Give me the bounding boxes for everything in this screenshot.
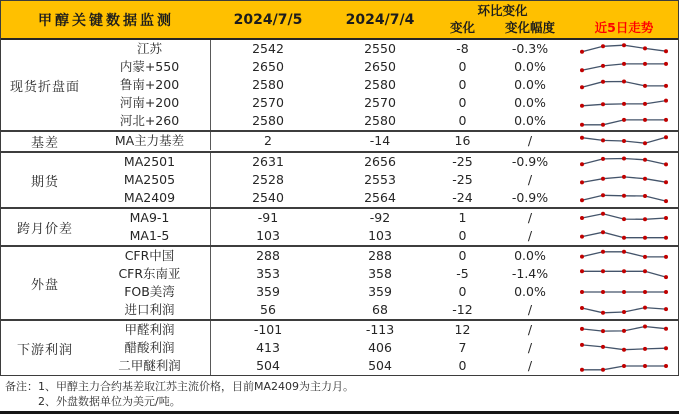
row-group [1, 247, 678, 321]
sparkline-chart [575, 265, 673, 283]
footnote-line-2: 2、外盘数据单位为美元/吨。 [38, 395, 181, 408]
change-percent: -1.4% [511, 266, 549, 281]
table-title: 甲醇关键数据监测 [38, 12, 174, 29]
value-previous: 2553 [364, 172, 396, 187]
sparkline-chart [575, 301, 673, 319]
table-row [89, 265, 678, 283]
sparkline-chart [575, 339, 673, 357]
change-percent: 0.0% [514, 95, 546, 110]
value-current: -91 [257, 210, 279, 225]
item-label: 河北+260 [89, 112, 211, 130]
value-current: 2542 [252, 41, 284, 56]
table-row [89, 112, 678, 130]
row-group [1, 153, 678, 209]
change-value: 1 [458, 210, 467, 225]
item-label: MA主力基差 [89, 132, 211, 150]
row-group [1, 40, 678, 132]
value-previous: 358 [368, 266, 392, 281]
table-row [89, 321, 678, 339]
change-value: 0 [458, 95, 467, 110]
change-value: -8 [456, 41, 469, 56]
col-header-mom-row [435, 1, 678, 19]
category-label: 下游利润 [16, 342, 73, 358]
sparkline-chart [575, 171, 673, 189]
table-row [89, 171, 678, 189]
item-label: MA2501 [89, 153, 211, 171]
value-previous: 2580 [364, 77, 396, 92]
value-current: 2528 [252, 172, 284, 187]
category-label: 基差 [30, 136, 59, 151]
table-row [89, 209, 678, 227]
trend-sparkline [570, 58, 678, 76]
value-previous: 2550 [364, 41, 396, 56]
value-previous: 2564 [364, 190, 396, 205]
value-previous: 359 [368, 284, 392, 299]
value-current: 56 [260, 302, 276, 317]
trend-sparkline [570, 227, 678, 245]
change-value: 0 [458, 248, 467, 263]
value-previous: 2650 [364, 59, 396, 74]
sparkline-chart [575, 76, 673, 94]
change-value: 0 [458, 77, 467, 92]
change-percent: / [527, 358, 533, 373]
value-current: -101 [253, 322, 283, 337]
item-label: MA1-5 [89, 227, 211, 245]
value-previous: 2580 [364, 113, 396, 128]
trend-sparkline [570, 94, 678, 112]
table-row [89, 189, 678, 207]
table-header [1, 1, 678, 40]
item-label: 内蒙+550 [89, 58, 211, 76]
change-percent: -0.9% [511, 190, 549, 205]
change-value: 0 [458, 59, 467, 74]
item-label: 醋酸利润 [89, 339, 211, 357]
table-row [89, 227, 678, 245]
row-group [1, 132, 678, 153]
item-label: CFR中国 [89, 247, 211, 265]
table-row [89, 153, 678, 171]
value-previous: 2656 [364, 154, 396, 169]
value-current: 2580 [252, 113, 284, 128]
trend-sparkline [570, 189, 678, 207]
change-percent: / [527, 228, 533, 243]
value-current: 2650 [252, 59, 284, 74]
change-value: 7 [458, 340, 467, 355]
item-label: 甲醛利润 [89, 321, 211, 339]
item-label: MA2409 [89, 189, 211, 207]
value-previous: 288 [368, 248, 392, 263]
sparkline-chart [575, 153, 673, 171]
trend-sparkline [570, 153, 678, 171]
item-label: 二甲醚利润 [89, 357, 211, 375]
category-label: 现货折盘面 [9, 79, 80, 95]
value-previous: -14 [369, 133, 391, 148]
change-value: 12 [454, 322, 471, 337]
change-value: -24 [452, 190, 473, 205]
sparkline-chart [575, 321, 673, 339]
sparkline-chart [575, 132, 673, 150]
table-row [89, 247, 678, 265]
sparkline-chart [575, 189, 673, 207]
sparkline-chart [575, 227, 673, 245]
col-header-right-group [435, 1, 678, 38]
value-current: 288 [256, 248, 280, 263]
item-label: FOB美湾 [89, 283, 211, 301]
item-label: MA9-1 [89, 209, 211, 227]
change-percent: / [527, 172, 533, 187]
trend-sparkline [570, 357, 678, 375]
change-percent: / [527, 133, 533, 148]
group-rows [89, 132, 678, 151]
trend-sparkline [570, 209, 678, 227]
value-previous: 2570 [364, 95, 396, 110]
sparkline-chart [575, 58, 673, 76]
group-rows [89, 321, 678, 375]
change-value: -25 [452, 172, 473, 187]
table-row [89, 132, 678, 150]
sparkline-chart [575, 40, 673, 58]
category-label: 期货 [30, 174, 59, 190]
change-percent: / [527, 322, 533, 337]
table-row [89, 94, 678, 112]
col-header-5day-trend: 近5日走势 [594, 20, 654, 35]
col-header-change-pct: 变化幅度 [504, 20, 555, 35]
col-header-date-current: 2024/7/5 [233, 11, 303, 28]
trend-sparkline [570, 132, 678, 150]
sparkline-chart [575, 283, 673, 301]
footnote-line-1: 备注：1、甲醇主力合约基差取江苏主流价格，目前MA2409为主力月。 [5, 380, 355, 393]
table-row [89, 283, 678, 301]
item-label: CFR东南亚 [89, 265, 211, 283]
sparkline-chart [575, 112, 673, 130]
value-current: 359 [256, 284, 280, 299]
sparkline-chart [575, 94, 673, 112]
trend-sparkline [570, 112, 678, 130]
table-row [89, 339, 678, 357]
trend-sparkline [570, 339, 678, 357]
sparkline-chart [575, 247, 673, 265]
row-group [1, 321, 678, 375]
table-row [89, 76, 678, 94]
change-percent: 0.0% [514, 248, 546, 263]
trend-sparkline [570, 321, 678, 339]
change-value: 0 [458, 113, 467, 128]
header-spacer [570, 1, 678, 19]
value-previous: 68 [372, 302, 388, 317]
table-row [89, 357, 678, 375]
trend-sparkline [570, 283, 678, 301]
value-current: 103 [256, 228, 280, 243]
trend-sparkline [570, 40, 678, 58]
change-value: -25 [452, 154, 473, 169]
change-value: 0 [458, 284, 467, 299]
value-current: 2 [264, 133, 272, 148]
item-label: 江苏 [89, 40, 211, 58]
col-header-change: 变化 [449, 20, 475, 35]
trend-sparkline [570, 265, 678, 283]
group-rows [89, 209, 678, 245]
item-label: 河南+200 [89, 94, 211, 112]
col-header-mom-change: 环比变化 [477, 3, 528, 18]
table-row [89, 40, 678, 58]
group-rows [89, 40, 678, 130]
sparkline-chart [575, 209, 673, 227]
change-percent: 0.0% [514, 284, 546, 299]
change-percent: -0.3% [511, 41, 549, 56]
change-value: -12 [452, 302, 473, 317]
value-current: 2570 [252, 95, 284, 110]
item-label: 鲁南+200 [89, 76, 211, 94]
value-previous: -113 [365, 322, 395, 337]
change-percent: -0.9% [511, 154, 549, 169]
change-value: 16 [454, 133, 471, 148]
col-header-date-previous: 2024/7/4 [345, 11, 415, 28]
value-previous: 406 [368, 340, 392, 355]
change-value: 0 [458, 228, 467, 243]
trend-sparkline [570, 301, 678, 319]
value-previous: -92 [369, 210, 391, 225]
item-label: 进口利润 [89, 301, 211, 319]
category-label: 跨月价差 [16, 221, 73, 237]
trend-sparkline [570, 247, 678, 265]
trend-sparkline [570, 76, 678, 94]
table-row [89, 301, 678, 319]
value-current: 2631 [252, 154, 284, 169]
group-rows [89, 153, 678, 207]
table-body [1, 40, 678, 375]
value-previous: 504 [368, 358, 392, 373]
col-header-sub-row [435, 19, 678, 37]
change-percent: / [527, 340, 533, 355]
group-rows [89, 247, 678, 319]
value-current: 353 [256, 266, 280, 281]
value-current: 2540 [252, 190, 284, 205]
sparkline-chart [575, 357, 673, 375]
trend-sparkline [570, 171, 678, 189]
category-label: 外盘 [30, 277, 59, 293]
change-value: -5 [456, 266, 469, 281]
row-group [1, 209, 678, 247]
value-current: 504 [256, 358, 280, 373]
item-label: MA2505 [89, 171, 211, 189]
change-percent: / [527, 302, 533, 317]
change-percent: 0.0% [514, 77, 546, 92]
value-current: 413 [256, 340, 280, 355]
change-percent: 0.0% [514, 59, 546, 74]
change-percent: 0.0% [514, 113, 546, 128]
value-previous: 103 [368, 228, 392, 243]
value-current: 2580 [252, 77, 284, 92]
table-row [89, 58, 678, 76]
change-percent: / [527, 210, 533, 225]
change-value: 0 [458, 358, 467, 373]
footnotes [0, 376, 679, 409]
